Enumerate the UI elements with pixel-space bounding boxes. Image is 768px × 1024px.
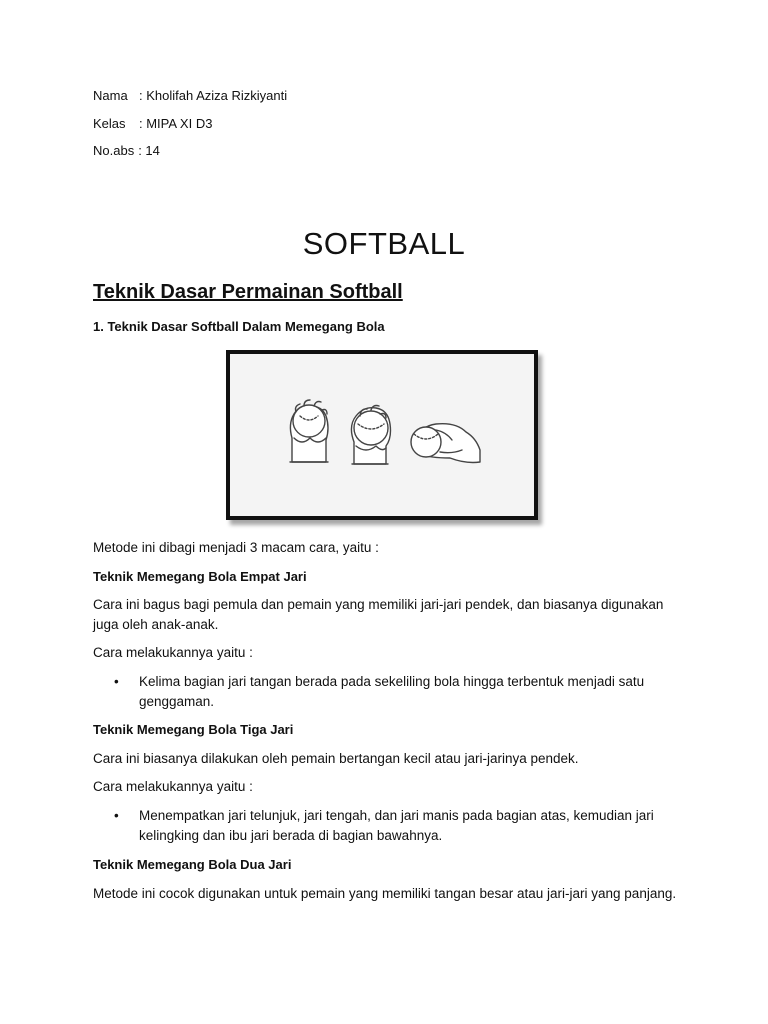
- method-1-bullet-text: Kelima bagian jari tangan berada pada sekeliling bola hingga terbentuk menjadi satu genggaman.: [139, 674, 645, 709]
- class-value: : MIPA XI D3: [139, 116, 213, 131]
- method-1-how-label: Cara melakukannya yaitu :: [93, 645, 253, 660]
- method-2-how-label: Cara melakukannya yaitu :: [93, 779, 253, 794]
- document-title: SOFTBALL: [302, 226, 466, 261]
- name-value: : Kholifah Aziza Rizkiyanti: [139, 88, 288, 103]
- method-3-description: Metode ini cocok digunakan untuk pemain yang memiliki tangan besar atau jari-jari yang panjang.: [93, 886, 677, 901]
- method-1-description: Cara ini bagus bagi pemula dan pemain yang memiliki jari-jari pendek, dan biasanya digunakan juga oleh anak-anak.: [93, 597, 664, 632]
- method-2-bullet: [114, 806, 674, 846]
- name-label: Nama: [93, 88, 128, 103]
- student-class-row: [93, 116, 212, 132]
- method-2-title: Teknik Memegang Bola Tiga Jari: [93, 722, 294, 737]
- main-heading: Teknik Dasar Permainan Softball: [93, 281, 403, 303]
- absen-label: No.abs: [93, 143, 135, 158]
- student-name-row: [93, 88, 287, 104]
- intro-paragraph: Metode ini dibagi menjadi 3 macam cara, yaitu :: [93, 540, 379, 555]
- method-3-title: Teknik Memegang Bola Dua Jari: [93, 857, 292, 872]
- method-1-title: Teknik Memegang Bola Empat Jari: [93, 569, 307, 584]
- class-label: Kelas: [93, 116, 126, 131]
- student-absen-row: [93, 143, 160, 159]
- bullet-icon: •: [114, 674, 119, 689]
- bullet-icon: •: [114, 808, 119, 823]
- ball-grip-illustration: [226, 350, 538, 520]
- hand-grip-drawing: [230, 354, 534, 516]
- method-1-bullet: [114, 672, 674, 712]
- absen-value: : 14: [138, 143, 160, 158]
- method-2-bullet-text: Menempatkan jari telunjuk, jari tengah, dan jari manis pada bagian atas, kemudian jari kelingking dan ibu jari berada di bagian bawahnya.: [139, 808, 654, 843]
- section-heading: 1. Teknik Dasar Softball Dalam Memegang Bola: [93, 319, 385, 334]
- method-2-description: Cara ini biasanya dilakukan oleh pemain bertangan kecil atau jari-jarinya pendek.: [93, 751, 579, 766]
